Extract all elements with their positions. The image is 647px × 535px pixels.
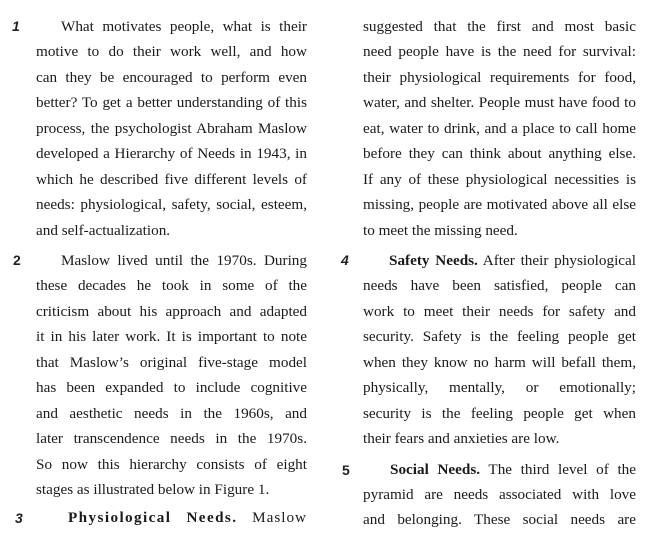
text-line: Maslow lived until the 1970s. During — [61, 252, 307, 269]
text-line: pyramid are needs associated with love — [363, 486, 636, 503]
text-line: eat, water to drink, and a place to call home — [363, 120, 636, 137]
text-line: need people have is the need for survival: — [363, 43, 636, 60]
text-run: After their physiological — [477, 252, 637, 269]
paragraph-4-first-line — [389, 251, 636, 271]
text-line: What motivates people, what is their — [61, 18, 307, 35]
text-line: their physiological requirements for food, — [363, 69, 636, 86]
text-line: missing, people are motivated above all else — [363, 196, 636, 213]
paragraph-number: 4 — [341, 252, 349, 268]
text-line: better? To get a better understanding of this — [36, 94, 307, 111]
text-line: needs: physiological, safety, social, esteem, — [36, 196, 307, 213]
text-line: their fears and anxieties are low. — [363, 430, 560, 447]
text-line: has been expanded to include cognitive — [36, 379, 307, 396]
text-line: developed a Hierarchy of Needs in 1943, in — [36, 145, 307, 162]
text-run: Maslow — [237, 509, 308, 526]
paragraph-number: 5 — [342, 462, 350, 478]
paragraph-5-first-line — [390, 460, 636, 480]
text-line: which he described five different levels of — [36, 171, 307, 188]
text-line: security is the feeling people get when — [363, 405, 636, 422]
text-line: before they can think about anything else. — [363, 145, 636, 162]
text-line: and self-actualization. — [36, 222, 171, 239]
section-heading: Physiological Needs. — [68, 509, 238, 526]
text-line: and belonging. These social needs are — [363, 511, 636, 528]
text-line: stages as illustrated below in Figure 1. — [36, 481, 270, 498]
section-heading: Safety Needs. — [389, 252, 478, 269]
text-line: motive to do their work well, and how — [36, 43, 307, 60]
text-line: it in his later work. It is important to note — [36, 328, 307, 345]
text-line: when they know no harm will befall them, — [363, 354, 636, 371]
text-line: these decades he took in some of the — [36, 277, 307, 294]
text-line: later transcendence needs in the 1970s. — [36, 430, 307, 447]
paragraph-3-first-line — [68, 508, 307, 528]
text-line: to meet the missing need. — [363, 222, 518, 239]
paragraph-number: 2 — [13, 252, 21, 268]
text-line: security. Safety is the feeling people get — [363, 328, 636, 345]
paragraph-number: 3 — [15, 510, 23, 526]
text-line: So now this hierarchy consists of eight — [36, 456, 307, 473]
text-line: work to meet their needs for safety and — [363, 303, 636, 320]
text-line: can they be encouraged to perform even — [36, 69, 307, 86]
text-line: criticism about his approach and adapted — [36, 303, 307, 320]
text-line: suggested that the first and most basic — [363, 18, 636, 35]
text-line: water, and shelter. People must have food to — [363, 94, 636, 111]
text-line: that Maslow’s original five-stage model — [36, 354, 307, 371]
paragraph-number: 1 — [12, 18, 20, 34]
text-line: and aesthetic needs in the 1960s, and — [36, 405, 307, 422]
text-line: physically, mentally, or emotionally; — [363, 379, 636, 396]
section-heading: Social Needs. — [390, 461, 481, 478]
text-line: If any of these physiological necessities is — [363, 171, 636, 188]
text-line: process, the psychologist Abraham Maslow — [36, 120, 307, 137]
text-run: The third level of the — [480, 461, 636, 478]
text-line: needs have been satisfied, people can — [363, 277, 636, 294]
